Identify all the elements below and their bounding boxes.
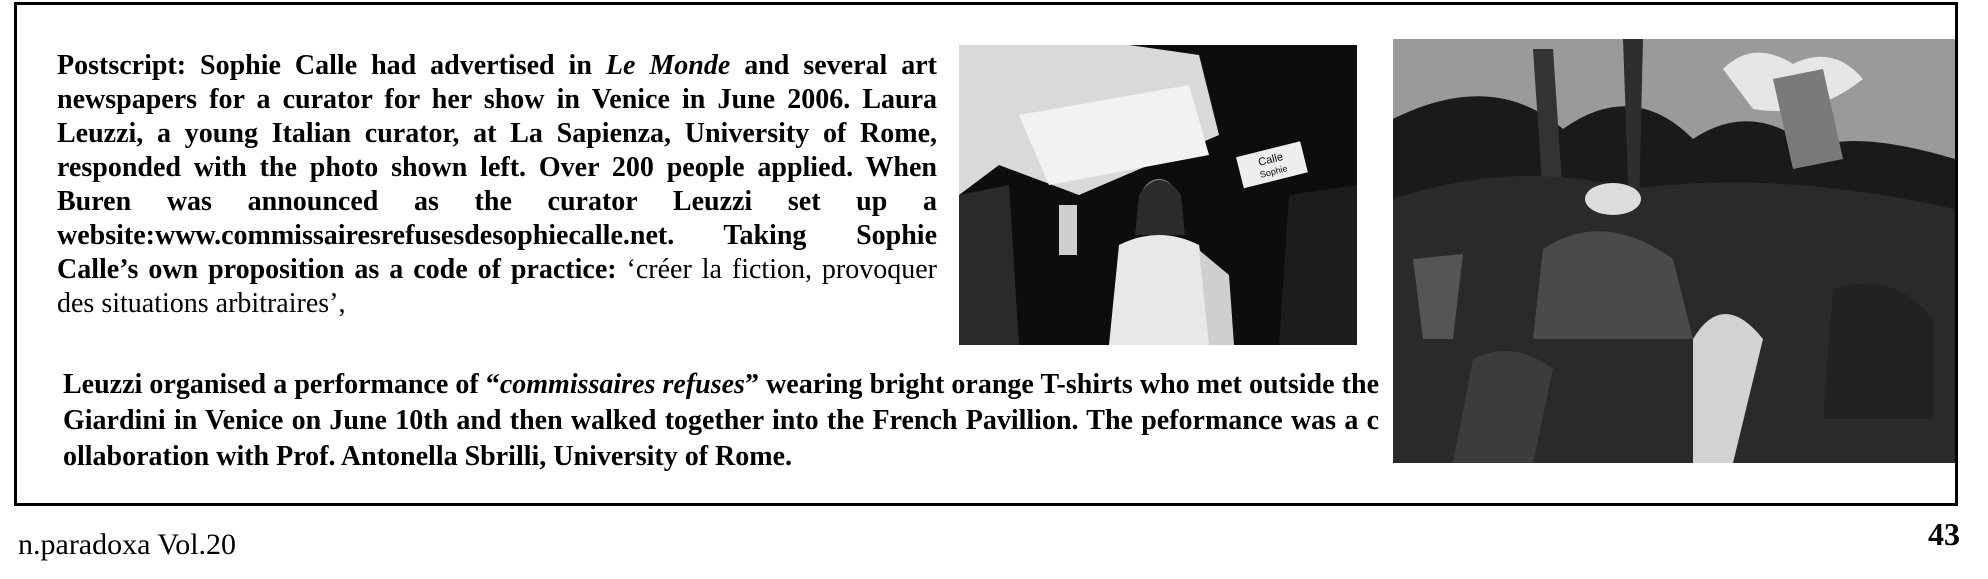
- postscript-text-start: Postscript: Sophie Calle had advertised in: [57, 50, 606, 81]
- performance-paragraph: [63, 367, 1379, 475]
- performance-photo: [1393, 39, 1955, 463]
- street-sign-name: Sophie: [1258, 163, 1289, 180]
- page-number: 43: [1928, 516, 1960, 552]
- commissaires-refuses-title: commissaires refuses: [499, 369, 745, 400]
- curator-photo: [959, 45, 1357, 345]
- postscript-paragraph: [57, 49, 937, 321]
- performance-photo-image: [1393, 39, 1955, 463]
- performance-text-end: ” wearing bright orange T-shirts who met outside the Giardini in Venice on June 10th and then walked together into the French Pavillion. The peformance was a c ollaboration with Prof. Antonella Sbrilli, University of Rome.: [63, 369, 1379, 472]
- curator-photo-image: [959, 45, 1357, 345]
- performance-text-start: Leuzzi organised a performance of “: [63, 369, 500, 400]
- street-sign-word: Calle: [1257, 151, 1285, 169]
- quote-text: ‘créer la fiction, provoquer des situations arbitraires’,: [57, 254, 937, 319]
- postscript-text-body: and several art newspapers for a curator for her show in Venice in June 2006. Laura Leuzzi, a young Italian curator, at La Sapienza, University of Rome, responded with the photo shown left. Over 200 people applied. When Buren was announced as the curator Leuzzi set up a website:www.commissairesrefusesdesophiecalle.net. Taking Sophie Calle’s own proposition as a code of practice:: [57, 50, 937, 285]
- postscript-box: [14, 2, 1958, 506]
- journal-footer: n.paradoxa Vol.20: [18, 528, 237, 561]
- le-monde-title: Le Monde: [605, 50, 731, 81]
